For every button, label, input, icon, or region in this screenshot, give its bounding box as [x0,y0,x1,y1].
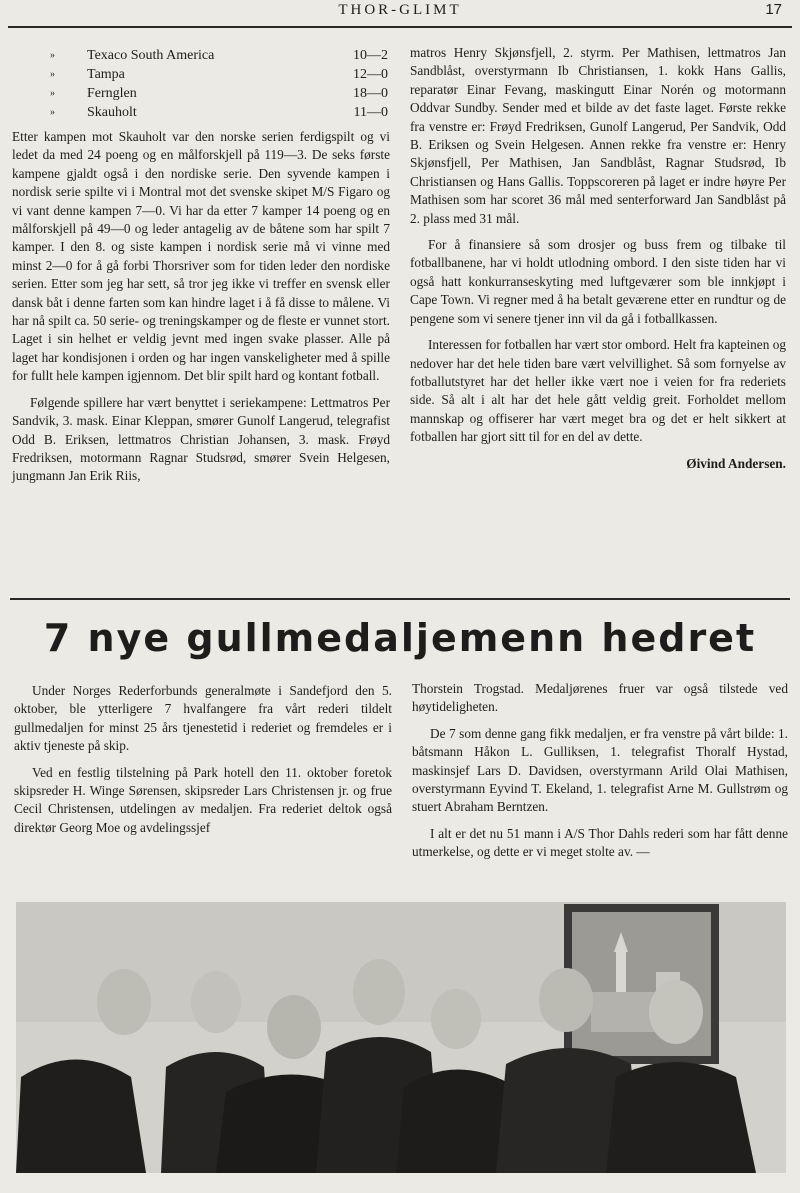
body-paragraph: matros Henry Skjønsfjell, 2. styrm. Per Mathisen, lettmatros Jan Sandblåst, overstyrmann Ib Christiansen, 1. kokk Hans Gallis, reparatør Einar Fevang, maskingutt Einar Norén og motormann Oddvar Sundby. Sender med et bilde av det faste laget. Første rekke fra venstre er: Frøyd Fredriksen, Gunolf Langerud, Per Sandvik, Odd B. Eriksen og Svein Helgesen. Annen rekke fra venstre er: Henry Skjønsfjell, Per Mathisen, Jan Sandblåst, Ragnar Studsrød, Ib Christiansen og Hans Gallis. Toppscoreren på laget er indre høyre Per Mathisen som har scoret 36 mål med senterforward Jan Sandblåst på 2. plass med 31 mål. [410,45,786,226]
running-head: THOR-GLIMT [338,2,462,18]
result-score: 10—2 [353,48,388,63]
page-header [8,0,792,28]
result-team: Tampa [87,67,125,82]
body-paragraph: Thorstein Trogstad. Medaljørenes fruer var også tilstede ved høytideligheten. [412,681,788,715]
body-paragraph: De 7 som denne gang fikk medaljen, er fra venstre på vårt bilde: 1. båtsmann Håkon L. Gulliksen, 1. telegrafist Thoralf Hystad, maskinsjef Lars D. Davidsen, overstyrmann Arild Olai Mathisen, overstyrmann Eyvind T. Ekeland, 1. telegrafist Arne M. Gullstrøm og stuert Abraham Berntzen. [412,725,788,815]
result-score: 18—0 [353,86,388,101]
result-score: 11—0 [353,105,388,120]
result-row [12,103,390,122]
result-row [12,84,390,103]
result-team: Skauholt [87,105,137,120]
body-paragraph: Følgende spillere har vært benyttet i seriekampene: Lettmatros Per Sandvik, 3. mask. Einar Kleppan, smører Gunolf Langerud, telegrafist Odd B. Eriksen, lettmatros Christian Johansen, 3. mask. Frøyd Fredriksen, motormann Ragnar Studsrød, smører Svein Helgesen, jungmann Jan Erik Riis, [12,394,390,484]
result-row [12,46,390,65]
left-column [12,46,390,486]
ditto-mark: » [50,107,55,118]
body-paragraph: Ved en festlig tilstelning på Park hotell den 11. oktober foretok skipsreder H. Winge Sørensen, skipsreder Lars Christensen jr. og frue Cecil Christensen, utdelingen av medaljen. Fra rederiet deltok også direktør Georg Moe og avdelingssjef [14,764,392,835]
article-headline: 7 nye gullmedaljemenn hedret [43,616,757,660]
ditto-mark: » [50,69,55,80]
body-paragraph: Interessen for fotballen har vært stor ombord. Helt fra kapteinen og nedover har det hele tiden bare vært velvillighet. Så som fornyelse av fotballutstyret har det heller ikke vært noe i veien for fra rederiets side. Så alt i alt har det hele gått veldig greit. Forholdet mellom mannskap og offiserer har vært meget bra og det er helt sikkert at fotballen har gjort sitt til for en del av dette. [410,337,786,445]
group-photo-illustration [16,902,786,1173]
result-team: Fernglen [87,86,137,101]
body-paragraph: Under Norges Rederforbunds generalmøte i Sandefjord den 5. oktober, ble ytterligere 7 hvalfangere fra vårt rederi tildelt gullmedaljen for minst 25 års tjenestetid i rederiet og fremdeles er i aktiv tjeneste på skip. [14,683,392,754]
article-right-column [412,680,788,862]
section-divider [10,598,790,600]
result-row [12,65,390,84]
ditto-mark: » [50,88,55,99]
match-results [12,46,390,122]
body-paragraph: I alt er det nu 51 mann i A/S Thor Dahls rederi som har fått denne utmerkelse, og dette er vi meget stolte av. — [412,825,788,860]
page-number: 17 [765,1,782,18]
group-photo [16,902,786,1173]
result-score: 12—0 [353,67,388,82]
ditto-mark: » [50,50,55,61]
right-column [410,44,786,473]
body-paragraph: Etter kampen mot Skauholt var den norske serien ferdigspilt og vi ledet da med 24 poeng og en målforskjell på 119—3. De seks første kampene gjaldt også i den nordiske serie. Den syvende kampen i nordisk serie spilte vi i Montral mot det svenske skipet M/S Figaro og vi vant denne kampen 7—0. Vi har da etter 7 kamper 14 poeng og en målforskjell på 49—0 og leder antagelig av de båtene som har spilt 7 kamper. I den 8. og siste kampen i nordisk serie må vi vinne med minst 2—0 for å gå forbi Thorsriver som for tiden leder den nordiske serien. Etter som jeg har sett, så tror jeg ikke vi treffer en svensk eller dansk båt i denne farten som kan hindre laget i å få disse to målene. Vi har nå spilt ca. 50 serie- og treningskamper og de fleste er vunnet stort. Laget i sin helhet er veldig jevnt med ingen svake plasser. Alle på laget har kondisjonen i orden og har ingen vanskeligheter med å spille for fullt hele kampen igjennom. Det blir spilt hard og kontant fotball. [12,129,390,384]
body-paragraph: For å finansiere så som drosjer og buss frem og tilbake til fotballbanene, har vi holdt utlodning ombord. I den siste tiden har vi også hatt konkurranseskyting med luftgeværer som ble innkjøpt i Cape Town. Vi regner med å ha betalt geværene etter en rundtur og de pengene som vi senere tjener inn vil da gå i fotballkassen. [410,237,786,326]
author-signature: Øivind Andersen. [686,455,786,471]
result-team: Texaco South America [87,48,215,63]
article-left-column [14,682,392,837]
